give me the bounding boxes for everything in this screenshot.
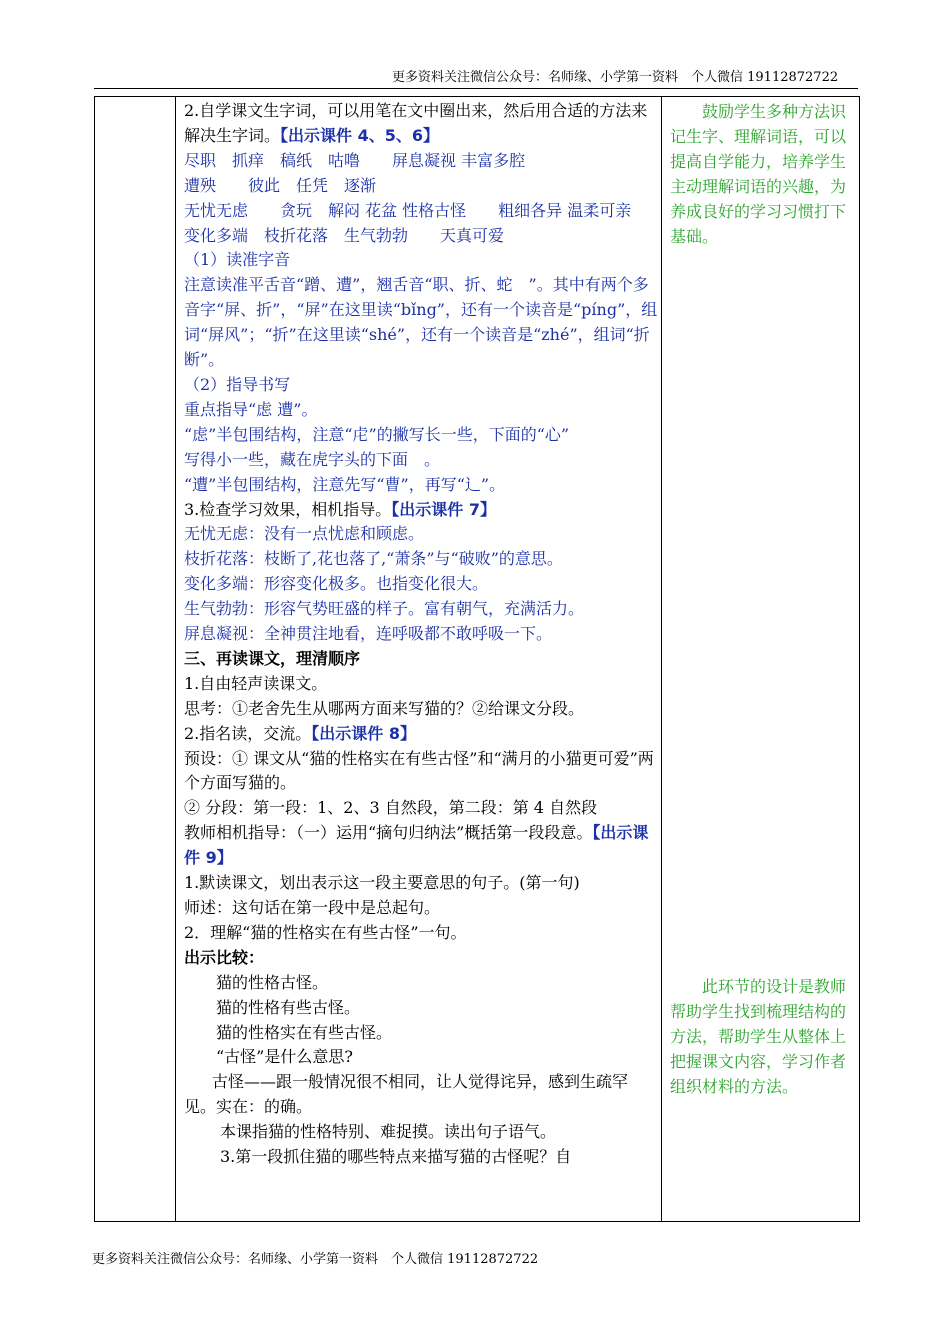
content-line bbox=[184, 1021, 659, 1046]
content-line bbox=[184, 946, 659, 971]
header-rule bbox=[94, 88, 858, 89]
line-text: 注意读准平舌音“蹭、遭”，翘舌音“职、折、蛇 ”。其中有两个多音字“屏、折”，“屏”在这里读“bǐng”，还有一个读音是“píng”，组词“屏风”；“折”在这里读“shé”，还有一个读音是“zhé”，组词“折断”。 bbox=[184, 275, 658, 370]
content-line bbox=[184, 597, 659, 622]
content-line bbox=[184, 99, 659, 149]
line-text: “虑”半包围结构，注意“虍”的撇写长一些，下面的“心” bbox=[184, 424, 570, 444]
line-text: 1.自由轻声读课文。 bbox=[184, 673, 328, 693]
line-text: 三、再读课文，理清顺序 bbox=[184, 648, 361, 668]
content-line bbox=[184, 622, 659, 647]
content-line bbox=[184, 199, 659, 249]
page-footer: 更多资料关注微信公众号：名师缘、小学第一资料 个人微信 19112872722 bbox=[92, 1252, 539, 1267]
notes-column bbox=[662, 97, 860, 1222]
content-line bbox=[184, 174, 659, 199]
content-line bbox=[184, 971, 659, 996]
line-text: 2．理解“猫的性格实在有些古怪”一句。 bbox=[184, 922, 467, 942]
line-text: 思考：①老舍先生从哪两方面来写猫的？②给课文分段。 bbox=[184, 698, 585, 718]
line-text: 3.检查学习效果，相机指导。 bbox=[184, 499, 392, 519]
content-line bbox=[184, 1145, 659, 1170]
line-text: 变化多端：形容变化极多。也指变化很大。 bbox=[184, 574, 489, 594]
note-2: 此环节的设计是教师帮助学生找到梳理结构的方法，帮助学生从整体上把握课文内容，学习作者组织材料的方法。 bbox=[670, 977, 847, 1096]
line-text: 出示比较： bbox=[184, 947, 265, 967]
line-text: “古怪”是什么意思? bbox=[216, 1047, 353, 1067]
content-line bbox=[184, 572, 659, 597]
line-text: （2）指导书写 bbox=[184, 374, 291, 394]
line-text: 教师相机指导：（一）运用“摘句归纳法”概括第一段段意。 bbox=[184, 823, 593, 843]
content-line bbox=[184, 647, 659, 672]
content-line bbox=[184, 248, 659, 273]
courseware-tag: 【出示课件 7】 bbox=[391, 499, 496, 519]
content-line bbox=[184, 273, 659, 373]
lesson-table bbox=[94, 96, 860, 1222]
line-text: 师述：这句话在第一段中是总起句。 bbox=[184, 898, 441, 917]
line-text: 生气勃勃：形容气势旺盛的样子。富有朝气，充满活力。 bbox=[184, 599, 585, 619]
line-text: 猫的性格有些古怪。 bbox=[216, 997, 361, 1017]
page-header: 更多资料关注微信公众号：名师缘、小学第一资料 个人微信 19112872722 bbox=[392, 70, 839, 85]
content-column bbox=[176, 97, 662, 1222]
content-line bbox=[184, 896, 659, 921]
content-line bbox=[184, 722, 659, 747]
content-line bbox=[184, 1120, 659, 1145]
content-line bbox=[184, 1045, 659, 1070]
content-line bbox=[184, 423, 659, 448]
content-line bbox=[184, 398, 659, 423]
line-text: 本课指猫的性格特别、难捉摸。读出句子语气。 bbox=[220, 1122, 557, 1142]
note-1: 鼓励学生多种方法识记生字、理解词语，可以提高自学能力，培养学生主动理解词语的兴趣，为养成良好的学习习惯打下基础。 bbox=[670, 102, 847, 246]
line-text: 古怪——跟一般情况很不相同，让人觉得诧异，感到生疏罕见。实在：的确。 bbox=[184, 1072, 629, 1117]
content-line bbox=[184, 547, 659, 572]
content-line bbox=[184, 672, 659, 697]
line-text: 尽职 抓痒 稿纸 咕噜 屏息凝视 丰富多腔 bbox=[184, 150, 526, 170]
content-line bbox=[184, 996, 659, 1021]
lesson-content bbox=[176, 97, 661, 1170]
content-line bbox=[184, 821, 659, 871]
line-text: 遭殃 彼此 任凭 逐渐 bbox=[184, 175, 377, 195]
line-text: 屏息凝视：全神贯注地看，连呼吸都不敢呼吸一下。 bbox=[184, 624, 553, 644]
line-text: 无忧无虑：没有一点忧虑和顾虑。 bbox=[184, 524, 425, 544]
line-text: 无忧无虑 贪玩 解闷 花盆 性格古怪 粗细各异 温柔可亲 变化多端 枝折花落 生气勃勃 天真可爱 bbox=[184, 200, 648, 245]
content-line bbox=[184, 1070, 659, 1120]
content-line bbox=[184, 448, 659, 473]
content-line bbox=[184, 921, 659, 946]
content-line bbox=[184, 871, 659, 896]
courseware-tag: 【出示课件 9】 bbox=[184, 823, 649, 868]
content-line bbox=[184, 697, 659, 722]
courseware-tag: 【出示课件 4、5、6】 bbox=[280, 125, 439, 145]
line-text: 预设：① 课文从“猫的性格实在有些古怪”和“满月的小猫更可爱”两个方面写猫的。 bbox=[184, 748, 654, 793]
content-line bbox=[184, 149, 659, 174]
line-text: 1.默读课文，划出表示这一段主要意思的句子。(第一句) bbox=[184, 873, 580, 893]
line-text: 2.自学课文生字词，可以用笔在文中圈出来，然后用合适的方法来解决生字词。 bbox=[184, 101, 648, 145]
line-text: 写得小一些，藏在虎字头的下面 。 bbox=[184, 449, 441, 469]
content-line bbox=[184, 498, 659, 523]
line-text: 猫的性格实在有些古怪。 bbox=[216, 1022, 393, 1042]
line-text: 重点指导“虑 遭”。 bbox=[184, 399, 318, 419]
content-line bbox=[184, 373, 659, 398]
left-column bbox=[95, 97, 176, 1222]
content-line bbox=[184, 473, 659, 498]
design-notes bbox=[662, 97, 859, 1099]
line-text: 猫的性格古怪。 bbox=[216, 972, 329, 992]
line-text: （1）读准字音 bbox=[184, 250, 291, 270]
line-text: 3.第一段抓住猫的哪些特点来描写猫的古怪呢？自 bbox=[220, 1147, 572, 1167]
line-text: 2.指名读，交流。 bbox=[184, 723, 312, 743]
line-text: “遭”半包围结构，注意先写“曹”，再写“辶”。 bbox=[184, 474, 506, 494]
line-text: ② 分段：第一段：1、2、3 自然段，第二段：第 4 自然段 bbox=[184, 798, 598, 818]
courseware-tag: 【出示课件 8】 bbox=[311, 723, 416, 743]
content-line bbox=[184, 522, 659, 547]
line-text: 枝折花落：枝断了,花也落了,“萧条”与“破败”的意思。 bbox=[184, 549, 563, 569]
content-line bbox=[184, 796, 659, 821]
content-line bbox=[184, 747, 659, 797]
